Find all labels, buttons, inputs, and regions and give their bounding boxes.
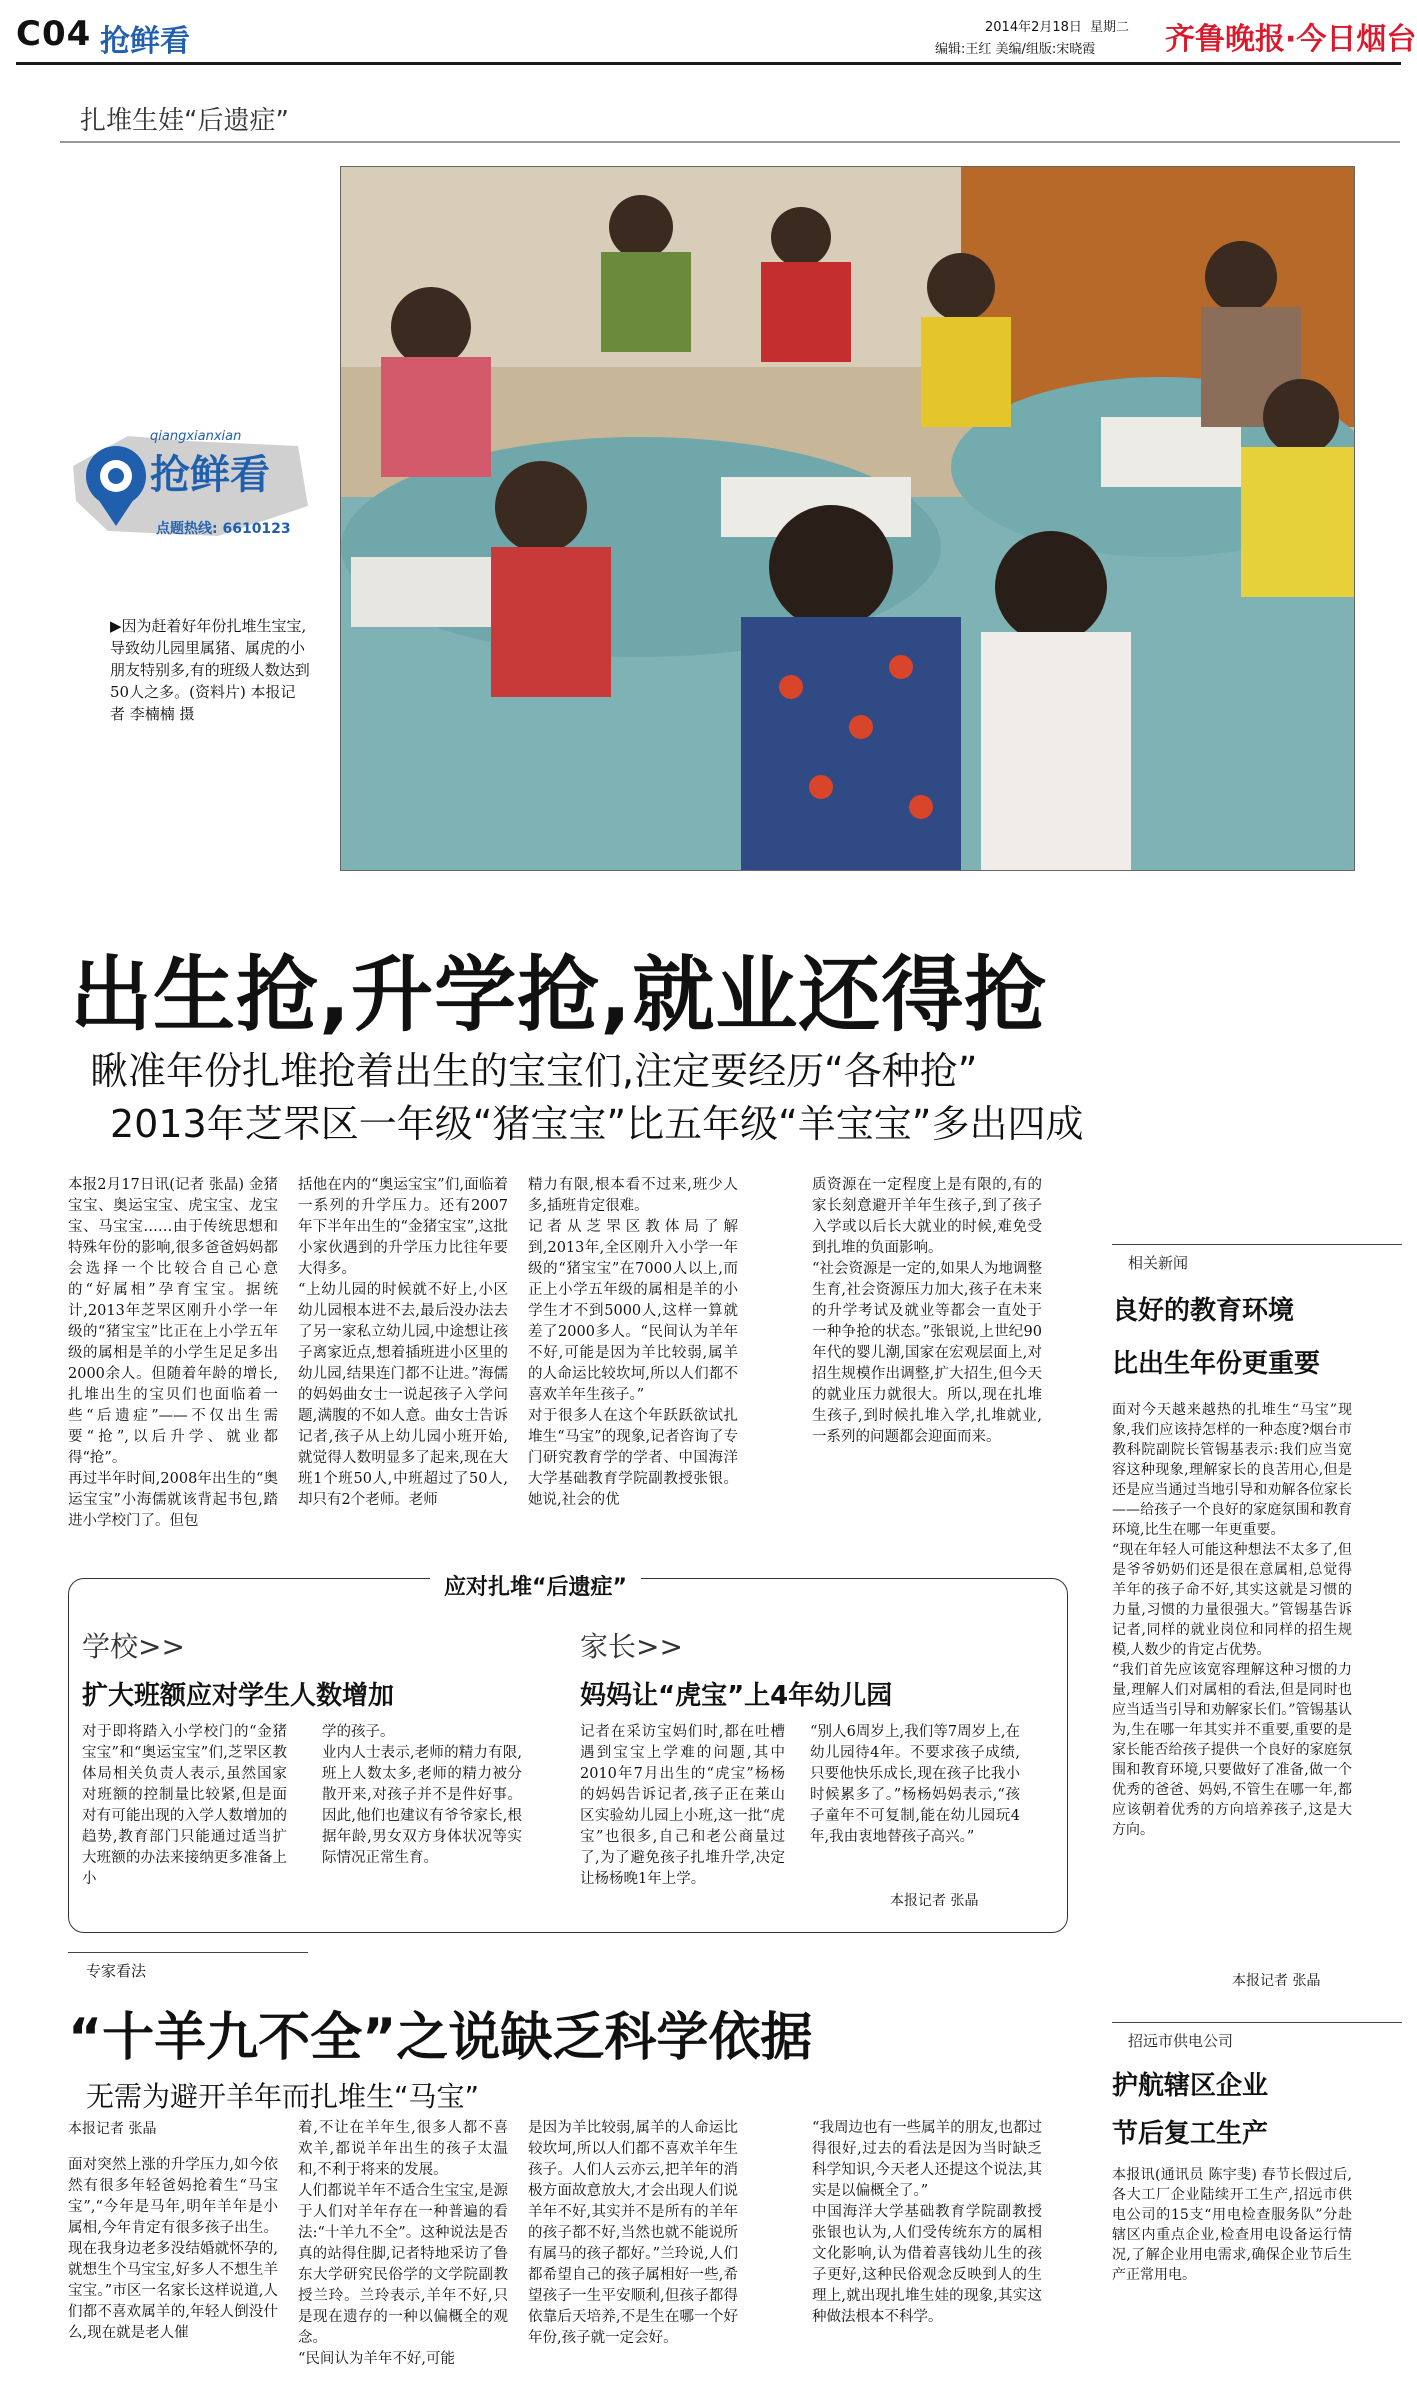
- sidebar-headline: 节后复工生产: [1112, 2119, 1269, 2149]
- issue-date: 2014年2月18日: [985, 20, 1082, 35]
- badge-pinyin: qiangxianxian: [150, 429, 242, 444]
- article-column: 精力有限,根本看不过来,班少人多,插班肯定很难。 记者从芝罘区教体局了解到,2013年,全区刚升入小学一年级的“猪宝宝”在7000人以上,而正上小学五年级的属相是羊的小学生才不到5000人,这样一算就差了2000多人。“民间认为羊年不好,可能是因为羊比较弱,属羊的人命运比较坎坷,所以人们都不喜欢羊年生孩子。” 对于很多人在这个年跃跃欲试扎堆生“马宝”的现象,记者咨询了专门研究教育学的学者、中国海洋大学基础教育学院副教授张银。她说,社会的优: [528, 1177, 738, 1508]
- sidebar-headline: 良好的教育环境: [1112, 1296, 1295, 1326]
- box-section-headline: 妈妈让“虎宝”上4年幼儿园: [580, 1681, 893, 1711]
- editor-credits: 编辑:王红 美编/组版:宋晓霞: [935, 42, 1096, 57]
- sub-headline: 瞅准年份扎堆抢着出生的宝宝们,注定要经历“各种抢”: [90, 1049, 978, 1093]
- sidebar-byline: 本报记者 张晶: [1232, 1973, 1321, 1989]
- expert-byline: 本报记者 张晶: [68, 2121, 157, 2137]
- main-headline: 出生抢,升学抢,就业还得抢: [70, 948, 1048, 1043]
- issue-weekday: 星期二: [1090, 20, 1130, 35]
- expert-column: 着,不让在羊年生,很多人都不喜欢羊,都说羊年出生的孩子太温和,不利于将来的发展。 人们都说羊年不适合生宝宝,是源于人们对羊年存在一种普遍的看法:“十羊九不全”。这种说法是否真的站得住脚,记者特地采访了鲁东大学研究民俗学的文学院副教授兰玲。兰玲表示,羊年不好,只是现在遗存的一种以偏概全的观念。 “民间认为羊年不好,可能: [298, 2120, 508, 2367]
- expert-column: 面对突然上涨的升学压力,如今依然有很多年轻爸妈抢着生“马宝宝”,“今年是马年,明年羊年是小属相,今年肯定有很多孩子出生。现在我身边老多没结婚就怀孕的,就想生个马宝宝,好多人不想生羊宝宝。”市区一名家长这样说道,人们都不喜欢属羊的,年轻人倒没什么,现在就是老人催: [68, 2157, 278, 2341]
- sidebar-rule: [1112, 2022, 1402, 2023]
- sidebar-label: 招远市供电公司: [1128, 2032, 1234, 2050]
- box-column: 记者在采访宝妈们时,都在吐槽遇到宝宝上学难的问题,其中2010年7月出生的“虎宝”杨杨的妈妈告诉记者,孩子正在莱山区实验幼儿园上小班,这一批“虎宝”也很多,自己和老公商量过了,为了避免孩子扎堆升学,决定让杨杨晚1年上学。: [580, 1724, 785, 1887]
- expert-column: 是因为羊比较弱,属羊的人命运比较坎坷,所以人们都不喜欢羊年生孩子。人们人云亦云,把羊年的消极方面故意放大,才会出现人们说羊年不好,其实并不是所有的羊年的孩子都不好,当然也就不能说所有属马的孩子都好。”兰玲说,人们都希望自己的孩子属相好一些,希望孩子一生平安顺利,但孩子都得依靠后天培养,不是生在哪一个好年份,孩子就一定会好。: [528, 2120, 738, 2346]
- expert-headline: “十羊九不全”之说缺乏科学依据: [68, 2008, 813, 2068]
- badge-hotline: 点题热线: 6610123: [156, 521, 291, 537]
- page-number: C04: [16, 14, 92, 54]
- box-section-tag: 家长>>: [580, 1630, 683, 1663]
- expert-rule: [68, 1952, 308, 1953]
- box-byline: 本报记者 张晶: [890, 1893, 979, 1909]
- page-header: [0, 0, 1417, 62]
- sidebar-label: 相关新闻: [1128, 1254, 1189, 1272]
- newspaper-logo: 齐鲁晚报·今日烟台: [1165, 22, 1417, 57]
- topic-rule: [60, 141, 1400, 143]
- sidebar-body: 本报讯(通讯员 陈宇斐) 春节长假过后,各大工厂企业陆续开工生产,招远市供电公司的15支“用电检查服务队”分赴辖区内重点企业,检查用电设备运行情况,了解企业用电需求,确保企业节后生产正常用电。: [1112, 2167, 1352, 2283]
- article-column: 本报2月17日讯(记者 张晶) 金猪宝宝、奥运宝宝、虎宝宝、龙宝宝、马宝宝……由于传统思想和特殊年份的影响,很多爸爸妈妈都会选择一个比较合自己心意的“好属相”孕育宝宝。据统计,2013年芝罘区刚升小学一年级的“猪宝宝”比正在上小学五年级的属相是羊的小学生足足多出2000余人。但随着年龄的增长,扎堆出生的宝贝们也面临着一些“后遗症”——不仅出生需要“抢”,以后升学、就业都得“抢”。 再过半年时间,2008年出生的“奥运宝宝”小海儒就该背起书包,踏进小学校门了。但包: [68, 1177, 278, 1529]
- article-column: 括他在内的“奥运宝宝”们,面临着一系列的升学压力。还有2007年下半年出生的“金猪宝宝”,这批小家伙遇到的升学压力比往年要大得多。 “上幼儿园的时候就不好上,小区幼儿园根本进不去,最后没办法去了另一家私立幼儿园,中途想让孩子离家近点,想着插班进小区里的幼儿园,结果连门都不让进。”海儒的妈妈曲女士一说起孩子入学问题,满腹的不如人意。曲女士告诉记者,孩子从上幼儿园小班开始,就觉得人数明显多了起来,现在大班1个班50人,中班超过了50人,却只有2个老师。老师: [298, 1177, 508, 1508]
- photo-caption: ▶因为赶着好年份扎堆生宝宝,导致幼儿园里属猪、属虎的小朋友特别多,有的班级人数达到50人之多。(资料片) 本报记者 李楠楠 摄: [110, 617, 310, 723]
- box-column: 对于即将踏入小学校门的“金猪宝宝”和“奥运宝宝”们,芝罘区教体局相关负责人表示,虽然国家对班额的控制量比较紧,但是面对有可能出现的入学人数增加的趋势,教育部门只能通过适当扩大班额的办法来接纳更多准备上小: [82, 1724, 287, 1887]
- box-section-tag: 学校>>: [82, 1630, 185, 1663]
- box-section-headline: 扩大班额应对学生人数增加: [82, 1681, 395, 1711]
- sidebar-body: 面对今天越来越热的扎堆生“马宝”现象,我们应该持怎样的一种态度?烟台市教科院副院长管锡基表示:我们应当宽容这种现象,理解家长的良苦用心,但是还是应当通过当地引导和劝解各位家长——给孩子一个良好的家庭氛围和教育环境,比生在哪一年更重要。 “现在年轻人可能这种想法不太多了,但是爷爷奶奶们还是很在意属相,总觉得羊年的孩子命不好,其实这就是习惯的力量,习惯的力量很强大。”管锡基告诉记者,同样的就业岗位和同样的招生规模,人数少的肯定占优势。 “我们首先应该宽容理解这种习惯的力量,理解人们对属相的看法,但是同时也应当适当引导和劝解家长们。”管锡基认为,生在哪一年其实并不重要,重要的是家长能否给孩子提供一个良好的家庭氛围和教育环境,只要做好了准备,做一个优秀的爸爸、妈妈,不管生在哪一年,都应该朝着优秀的方向培养孩子,这是大方向。: [1112, 1402, 1352, 1838]
- expert-label: 专家看法: [86, 1962, 147, 1980]
- classroom-photo: [340, 166, 1355, 871]
- box-column: 学的孩子。 业内人士表示,老师的精力有限,班上人数太多,老师的精力被分散开来,对孩子并不是件好事。因此,他们也建议有爷爷家长,根据年龄,男女双方身体状况等实际情况正常生育。: [322, 1724, 522, 1866]
- photo-illustration: [341, 167, 1355, 871]
- box-column: “别人6周岁上,我们等7周岁上,在幼儿园待4年。不要求孩子成绩,只要他快乐成长,现在孩子比我小时候累多了。”杨杨妈妈表示,“孩子童年不可复制,能在幼儿园玩4年,我由衷地替孩子高兴。”: [810, 1724, 1020, 1845]
- expert-column: “我周边也有一些属羊的朋友,也都过得很好,过去的看法是因为当时缺乏科学知识,今天老人还提这个说法,其实是以偏概全了。” 中国海洋大学基础教育学院副教授张银也认为,人们受传统东方的属相文化影响,认为借着喜钱幼儿生的孩子更好,这种民俗观念反映到人的生理上,就出现扎堆生娃的现象,其实这种做法根本不科学。: [812, 2120, 1042, 2325]
- sidebar-rule: [1112, 1244, 1402, 1245]
- sidebar-headline: 比出生年份更重要: [1112, 1349, 1321, 1379]
- topic-label: 扎堆生娃“后遗症”: [80, 106, 289, 136]
- header-rule: [16, 62, 1401, 65]
- box-title: 应对扎堆“后遗症”: [430, 1570, 641, 1601]
- badge-name: 抢鲜看: [150, 452, 270, 498]
- section-name: 抢鲜看: [100, 24, 190, 59]
- expert-sub-headline: 无需为避开羊年而扎堆生“马宝”: [86, 2080, 480, 2113]
- article-column: 质资源在一定程度上是有限的,有的家长刻意避开羊年生孩子,到了孩子入学或以后长大就业的时候,难免受到扎堆的负面影响。 “社会资源是一定的,如果人为地调整生育,社会资源压力加大,孩子在未来的升学考试及就业等都会一直处于一种争抢的状态。”张银说,上世纪90年代的婴儿潮,国家在宏观层面上,对招生规模作出调整,扩大招生,但今天的就业压力就很大。所以,现在扎堆生孩子,到时候扎堆入学,扎堆就业,一系列的问题都会迎面而来。: [812, 1177, 1042, 1445]
- sub-headline: 2013年芝罘区一年级“猪宝宝”比五年级“羊宝宝”多出四成: [110, 1102, 1084, 1146]
- sidebar-headline: 护航辖区企业: [1112, 2071, 1269, 2101]
